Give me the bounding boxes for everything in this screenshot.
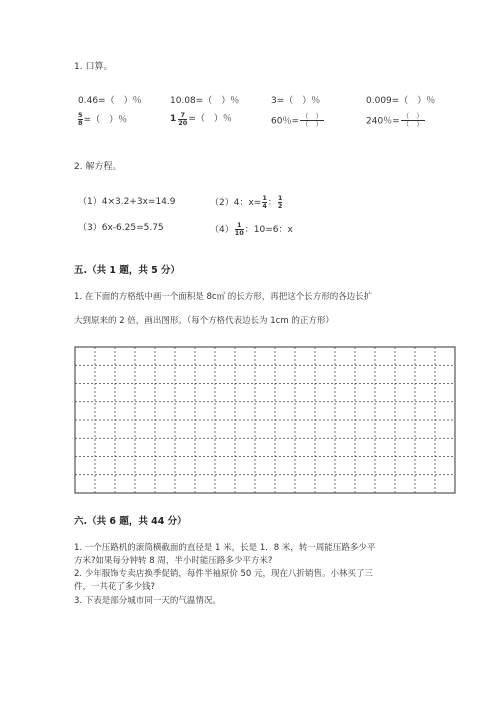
oral-calc-1: 0.46=（ ）％: [78, 96, 142, 106]
section-1-title: 1. 口算。: [74, 62, 113, 72]
oral-calc-6: 1 $\frac{7}{20}$ =（ ）％: [170, 111, 232, 127]
oral-calc-2: 10.08=（ ）％: [170, 96, 240, 106]
paren-fraction: $\frac{( )}{( )}$: [402, 112, 424, 129]
problem-1-line-1: 1. 一个压路机的滚筒横截面的直径是 1 米，长是 1．8 米，转一周能压路多少平: [74, 543, 376, 553]
fraction: $\frac{7}{20}$: [178, 111, 188, 127]
section-2-title: 2. 解方程。: [74, 162, 122, 172]
oral-calc-5: $\frac{5}{8}$ =（ ）％: [78, 111, 128, 127]
equation-1: （1）4×3.2+3x=14.9: [78, 197, 176, 207]
section-5-question-line-2: 大到原来的 2 倍，画出图形。（每个方格代表边长为 1cm 的正方形）: [74, 316, 334, 326]
fraction: $\frac{5}{8}$: [78, 111, 83, 127]
oral-calc-8: 240％= $\frac{( )}{( )}$: [366, 112, 424, 129]
fraction: $\frac{1}{2}$: [277, 194, 283, 210]
paren-fraction: $\frac{( )}{( )}$: [301, 112, 323, 129]
section-6-heading: 六.（共 6 题，共 44 分）: [74, 516, 187, 527]
oral-calc-4: 0.009=（ ）％: [366, 96, 436, 106]
equation-3: （3）6x-6.25=5.75: [78, 223, 164, 233]
equation-2: （2）4：x= $\frac{1}{4}$ ： $\frac{1}{2}$: [210, 194, 283, 210]
problem-2-line-1: 2. 少年服饰专卖店换季促销，每件半袖原价 50 元，现在八折销售。小林买了三: [74, 569, 374, 579]
problem-1-line-2: 方米?如果每分钟转 8 周，半小时能压路多少平方米?: [74, 556, 273, 566]
oral-calc-3: 3=（ ）％: [271, 96, 321, 106]
section-5-question-line-1: 1. 在下面的方格纸中画一个面积是 8c㎡ 的长方形，再把这个长方形的各边长扩: [74, 292, 373, 302]
fraction: $\frac{1}{10}$: [234, 221, 244, 237]
oral-calc-7: 60％= $\frac{( )}{( )}$: [271, 112, 323, 129]
section-5-heading: 五.（共 1 题，共 5 分）: [74, 265, 181, 276]
problem-2-line-2: 件，一共花了多少钱?: [74, 582, 156, 592]
equation-4: （4） $\frac{1}{10}$ ：10=6：x: [210, 221, 293, 237]
problem-3-line-1: 3. 下表是部分城市同一天的气温情况。: [74, 596, 221, 606]
fraction: $\frac{1}{4}$: [262, 194, 267, 210]
square-grid-paper[interactable]: [74, 346, 456, 494]
